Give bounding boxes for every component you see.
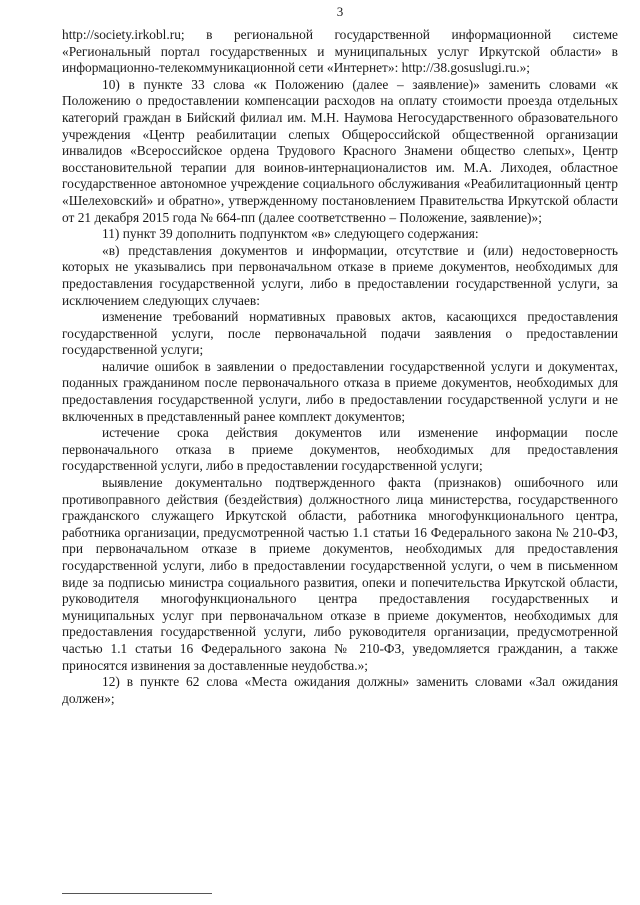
paragraph-case-errors: наличие ошибок в заявлении о предоставлении государственной услуги и документах, поданных гражданином после первоначального отказа в приеме документов, необходимых для предоставления государственной услуги, либо в предоставлении государственной услуги и не включенных в представленный ранее комплект документов; xyxy=(62,358,618,424)
paragraph-portal-links: http://society.irkobl.ru; в региональной государственной информационной системе «Региональный портал государственных и муниципальных услуг Иркутской области» в информационно-телекоммуникационной сети «Интернет»: http://38.gosuslugi.ru.»; xyxy=(62,27,618,76)
paragraph-case-requirements-change: изменение требований нормативных правовых актов, касающихся предоставления государственной услуги, после первоначальной подачи заявления о предоставлении государственной услуги; xyxy=(62,309,618,358)
page-number: 3 xyxy=(336,4,344,19)
paragraph-item-11: 11) пункт 39 дополнить подпунктом «в» следующего содержания: xyxy=(102,226,479,242)
document-body xyxy=(62,27,618,707)
paragraph-case-expiry: истечение срока действия документов или изменение информации после первоначального отказа в приеме документов, необходимых для предоставления государственной услуги, либо в предоставлении государственной услуги; xyxy=(62,425,618,474)
document-page xyxy=(62,0,618,905)
footer-divider xyxy=(62,893,212,894)
paragraph-item-12: 12) в пункте 62 слова «Места ожидания должны» заменить словами «Зал ожидания должен»; xyxy=(62,674,618,706)
paragraph-case-misconduct: выявление документально подтвержденного факта (признаков) ошибочного или противоправного действия (бездействия) должностного лица министерства, государственного гражданского служащего Иркутской области, работника многофункционального центра, работника организации, предусмотренной частью 1.1 статьи 16 Федерального закона № 210-ФЗ, при первоначальном отказе в приеме документов, необходимых для предоставления государственной услуги, либо в предоставлении государственной услуги, о чем в письменном виде за подписью министра социального развития, опеки и попечительства Иркутской области, руководителя многофункционального центра предоставления государственных и муниципальных услуг при первоначальном отказе в приеме документов, необходимых для предоставления государственной услуги, либо руководителя организации, предусмотренной частью 1.1 статьи 16 Федерального закона № 210-ФЗ, уведомляется гражданин, а также приносятся извинения за доставленные неудобства.»; xyxy=(62,475,618,673)
paragraph-item-10: 10) в пункте 33 слова «к Положению (далее – заявление)» заменить словами «к Положению о предоставлении компенсации расходов на оплату стоимости проезда отдельных категорий граждан в Бийский филиал им. М.Н. Наумова Негосударственного образовательного учреждения «Центр реабилитации слепых Общероссийской общественной организации инвалидов «Всероссийское ордена Трудового Красного Знамени общество слепых», Центр восстановительной терапии для воинов-интернационалистов им. М.А. Лиходея, областное государственное автономное учреждение социального обслуживания «Реабилитационный центр «Шелеховский» и обратно», утвержденному постановлением Правительства Иркутской области от 21 декабря 2015 года № 664-пп (далее соответственно – Положение, заявление)»; xyxy=(62,76,618,225)
paragraph-subitem-v: «в) представления документов и информации, отсутствие и (или) недостоверность которых не указывались при первоначальном отказе в приеме документов, необходимых для предоставления государственной услуги, либо в предоставлении государственной услуги, за исключением следующих случаев: xyxy=(62,242,618,308)
